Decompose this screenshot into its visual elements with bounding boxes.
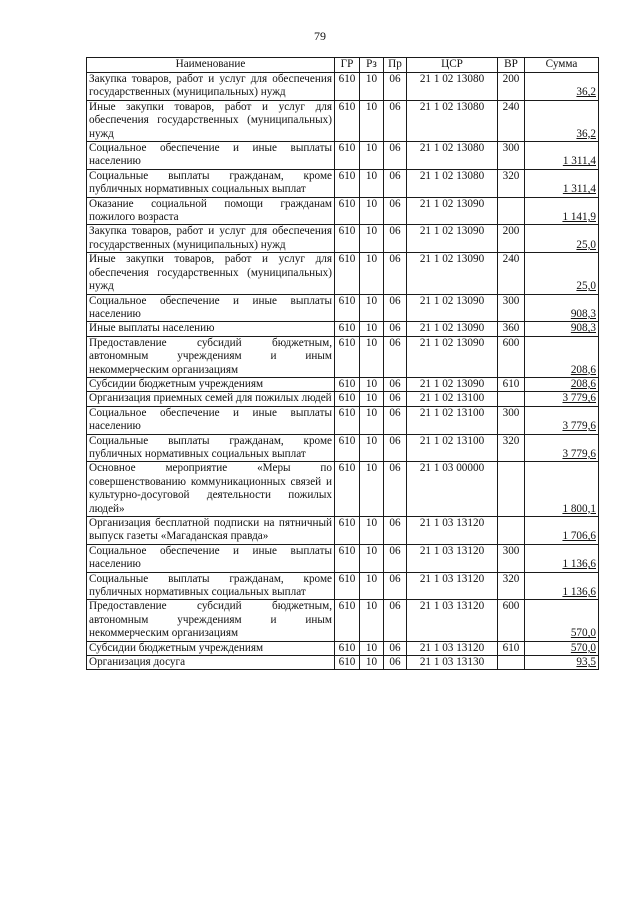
cell-name: Организация бесплатной подписки на пятничный выпуск газеты «Магаданская правда» (87, 517, 335, 545)
cell-rz: 10 (360, 656, 384, 670)
cell-csr: 21 1 02 13100 (407, 434, 498, 462)
cell-sum: 1 311,4 (525, 142, 599, 170)
cell-csr: 21 1 02 13090 (407, 253, 498, 294)
cell-csr: 21 1 03 13120 (407, 641, 498, 655)
cell-name: Социальные выплаты гражданам, кроме публичных нормативных социальных выплат (87, 572, 335, 600)
cell-sum: 1 136,6 (525, 572, 599, 600)
cell-pr: 06 (384, 142, 407, 170)
cell-pr: 06 (384, 434, 407, 462)
cell-rz: 10 (360, 392, 384, 406)
cell-sum: 1 141,9 (525, 197, 599, 225)
header-pr: Пр (384, 58, 407, 73)
table-row (87, 462, 599, 517)
cell-gr: 610 (335, 197, 360, 225)
header-csr: ЦСР (407, 58, 498, 73)
cell-pr: 06 (384, 197, 407, 225)
cell-rz: 10 (360, 406, 384, 434)
cell-gr: 610 (335, 322, 360, 336)
cell-pr: 06 (384, 336, 407, 377)
cell-csr: 21 1 03 00000 (407, 462, 498, 517)
table-row (87, 377, 599, 391)
cell-csr: 21 1 02 13080 (407, 142, 498, 170)
table-header-row (87, 58, 599, 73)
header-vr: ВР (498, 58, 525, 73)
cell-name: Предоставление субсидий бюджетным, автономным учреждениям и иным некоммерческим организациям (87, 336, 335, 377)
cell-rz: 10 (360, 253, 384, 294)
cell-sum: 908,3 (525, 294, 599, 322)
page-number: 79 (314, 29, 326, 43)
cell-pr: 06 (384, 377, 407, 391)
cell-rz: 10 (360, 434, 384, 462)
table-row (87, 517, 599, 545)
cell-pr: 06 (384, 73, 407, 101)
cell-rz: 10 (360, 142, 384, 170)
cell-rz: 10 (360, 73, 384, 101)
cell-vr: 240 (498, 253, 525, 294)
cell-sum: 3 779,6 (525, 434, 599, 462)
cell-gr: 610 (335, 434, 360, 462)
cell-name: Социальные выплаты гражданам, кроме публичных нормативных социальных выплат (87, 434, 335, 462)
cell-csr: 21 1 02 13080 (407, 100, 498, 141)
header-name: Наименование (87, 58, 335, 73)
cell-rz: 10 (360, 294, 384, 322)
cell-vr: 300 (498, 544, 525, 572)
cell-vr: 320 (498, 572, 525, 600)
table-row (87, 544, 599, 572)
cell-sum: 1 136,6 (525, 544, 599, 572)
cell-gr: 610 (335, 142, 360, 170)
cell-pr: 06 (384, 656, 407, 670)
table-body (87, 73, 599, 670)
cell-sum: 3 779,6 (525, 406, 599, 434)
table-row (87, 392, 599, 406)
cell-gr: 610 (335, 517, 360, 545)
cell-name: Закупка товаров, работ и услуг для обеспечения государственных (муниципальных) нужд (87, 225, 335, 253)
cell-vr (498, 392, 525, 406)
cell-gr: 610 (335, 544, 360, 572)
table-row (87, 73, 599, 101)
cell-sum: 570,0 (525, 600, 599, 641)
cell-vr (498, 517, 525, 545)
cell-csr: 21 1 02 13090 (407, 322, 498, 336)
cell-vr: 240 (498, 100, 525, 141)
table-row (87, 336, 599, 377)
cell-csr: 21 1 02 13080 (407, 73, 498, 101)
cell-sum: 570,0 (525, 641, 599, 655)
cell-vr: 300 (498, 406, 525, 434)
cell-name: Закупка товаров, работ и услуг для обеспечения государственных (муниципальных) нужд (87, 73, 335, 101)
cell-name: Иные закупки товаров, работ и услуг для обеспечения государственных (муниципальных) нужд (87, 100, 335, 141)
cell-rz: 10 (360, 197, 384, 225)
cell-csr: 21 1 02 13100 (407, 406, 498, 434)
cell-sum: 25,0 (525, 253, 599, 294)
cell-vr: 320 (498, 169, 525, 197)
cell-name: Основное мероприятие «Меры по совершенствованию коммуникационных связей и культурно-досуговой деятельности пожилых людей» (87, 462, 335, 517)
cell-rz: 10 (360, 572, 384, 600)
cell-vr: 300 (498, 294, 525, 322)
cell-sum: 36,2 (525, 100, 599, 141)
cell-name: Организация досуга (87, 656, 335, 670)
cell-name: Организация приемных семей для пожилых людей (87, 392, 335, 406)
cell-vr (498, 462, 525, 517)
cell-gr: 610 (335, 406, 360, 434)
cell-csr: 21 1 02 13090 (407, 377, 498, 391)
cell-csr: 21 1 02 13090 (407, 197, 498, 225)
cell-csr: 21 1 03 13120 (407, 544, 498, 572)
cell-csr: 21 1 03 13120 (407, 600, 498, 641)
cell-csr: 21 1 03 13130 (407, 656, 498, 670)
cell-name: Субсидии бюджетным учреждениям (87, 641, 335, 655)
cell-gr: 610 (335, 572, 360, 600)
cell-sum: 93,5 (525, 656, 599, 670)
cell-gr: 610 (335, 225, 360, 253)
table-row (87, 197, 599, 225)
table-row (87, 100, 599, 141)
cell-csr: 21 1 02 13090 (407, 294, 498, 322)
cell-pr: 06 (384, 406, 407, 434)
cell-gr: 610 (335, 253, 360, 294)
table-row (87, 572, 599, 600)
cell-sum: 908,3 (525, 322, 599, 336)
cell-csr: 21 1 02 13080 (407, 169, 498, 197)
table-row (87, 142, 599, 170)
cell-rz: 10 (360, 100, 384, 141)
cell-sum: 1 800,1 (525, 462, 599, 517)
cell-gr: 610 (335, 294, 360, 322)
cell-gr: 610 (335, 462, 360, 517)
cell-gr: 610 (335, 100, 360, 141)
cell-gr: 610 (335, 336, 360, 377)
cell-vr: 200 (498, 225, 525, 253)
cell-sum: 208,6 (525, 336, 599, 377)
cell-rz: 10 (360, 600, 384, 641)
cell-pr: 06 (384, 100, 407, 141)
cell-gr: 610 (335, 377, 360, 391)
cell-name: Иные закупки товаров, работ и услуг для обеспечения государственных (муниципальных) нужд (87, 253, 335, 294)
cell-vr: 610 (498, 377, 525, 391)
cell-name: Социальное обеспечение и иные выплаты населению (87, 406, 335, 434)
cell-pr: 06 (384, 169, 407, 197)
cell-name: Предоставление субсидий бюджетным, автономным учреждениям и иным некоммерческим организациям (87, 600, 335, 641)
cell-name: Оказание социальной помощи гражданам пожилого возраста (87, 197, 335, 225)
header-gr: ГР (335, 58, 360, 73)
cell-pr: 06 (384, 225, 407, 253)
table-row (87, 656, 599, 670)
cell-pr: 06 (384, 517, 407, 545)
cell-vr: 600 (498, 600, 525, 641)
cell-name: Социальное обеспечение и иные выплаты населению (87, 294, 335, 322)
table-row (87, 225, 599, 253)
table-row (87, 294, 599, 322)
cell-vr: 200 (498, 73, 525, 101)
cell-sum: 1 311,4 (525, 169, 599, 197)
cell-gr: 610 (335, 73, 360, 101)
cell-sum: 25,0 (525, 225, 599, 253)
cell-pr: 06 (384, 322, 407, 336)
cell-vr: 300 (498, 142, 525, 170)
cell-csr: 21 1 02 13100 (407, 392, 498, 406)
cell-name: Социальное обеспечение и иные выплаты населению (87, 142, 335, 170)
table-row (87, 641, 599, 655)
cell-rz: 10 (360, 336, 384, 377)
cell-rz: 10 (360, 544, 384, 572)
cell-rz: 10 (360, 322, 384, 336)
table-row (87, 169, 599, 197)
cell-pr: 06 (384, 572, 407, 600)
cell-gr: 610 (335, 641, 360, 655)
cell-gr: 610 (335, 169, 360, 197)
cell-vr (498, 656, 525, 670)
cell-gr: 610 (335, 600, 360, 641)
cell-rz: 10 (360, 169, 384, 197)
cell-sum: 36,2 (525, 73, 599, 101)
cell-gr: 610 (335, 656, 360, 670)
cell-pr: 06 (384, 462, 407, 517)
cell-name: Социальные выплаты гражданам, кроме публичных нормативных социальных выплат (87, 169, 335, 197)
table-row (87, 434, 599, 462)
cell-csr: 21 1 02 13090 (407, 225, 498, 253)
budget-table (86, 57, 599, 670)
header-sum: Сумма (525, 58, 599, 73)
table-row (87, 600, 599, 641)
cell-vr: 610 (498, 641, 525, 655)
cell-vr (498, 197, 525, 225)
header-rz: Рз (360, 58, 384, 73)
cell-sum: 1 706,6 (525, 517, 599, 545)
cell-sum: 3 779,6 (525, 392, 599, 406)
cell-pr: 06 (384, 600, 407, 641)
cell-name: Субсидии бюджетным учреждениям (87, 377, 335, 391)
cell-vr: 320 (498, 434, 525, 462)
cell-pr: 06 (384, 294, 407, 322)
table-row (87, 253, 599, 294)
cell-csr: 21 1 03 13120 (407, 572, 498, 600)
cell-vr: 360 (498, 322, 525, 336)
table-row (87, 322, 599, 336)
cell-rz: 10 (360, 462, 384, 517)
cell-name: Иные выплаты населению (87, 322, 335, 336)
cell-vr: 600 (498, 336, 525, 377)
cell-gr: 610 (335, 392, 360, 406)
cell-rz: 10 (360, 377, 384, 391)
cell-name: Социальное обеспечение и иные выплаты населению (87, 544, 335, 572)
cell-csr: 21 1 03 13120 (407, 517, 498, 545)
cell-rz: 10 (360, 225, 384, 253)
cell-pr: 06 (384, 253, 407, 294)
cell-sum: 208,6 (525, 377, 599, 391)
cell-pr: 06 (384, 641, 407, 655)
cell-pr: 06 (384, 392, 407, 406)
cell-pr: 06 (384, 544, 407, 572)
table-row (87, 406, 599, 434)
cell-csr: 21 1 02 13090 (407, 336, 498, 377)
cell-rz: 10 (360, 641, 384, 655)
cell-rz: 10 (360, 517, 384, 545)
